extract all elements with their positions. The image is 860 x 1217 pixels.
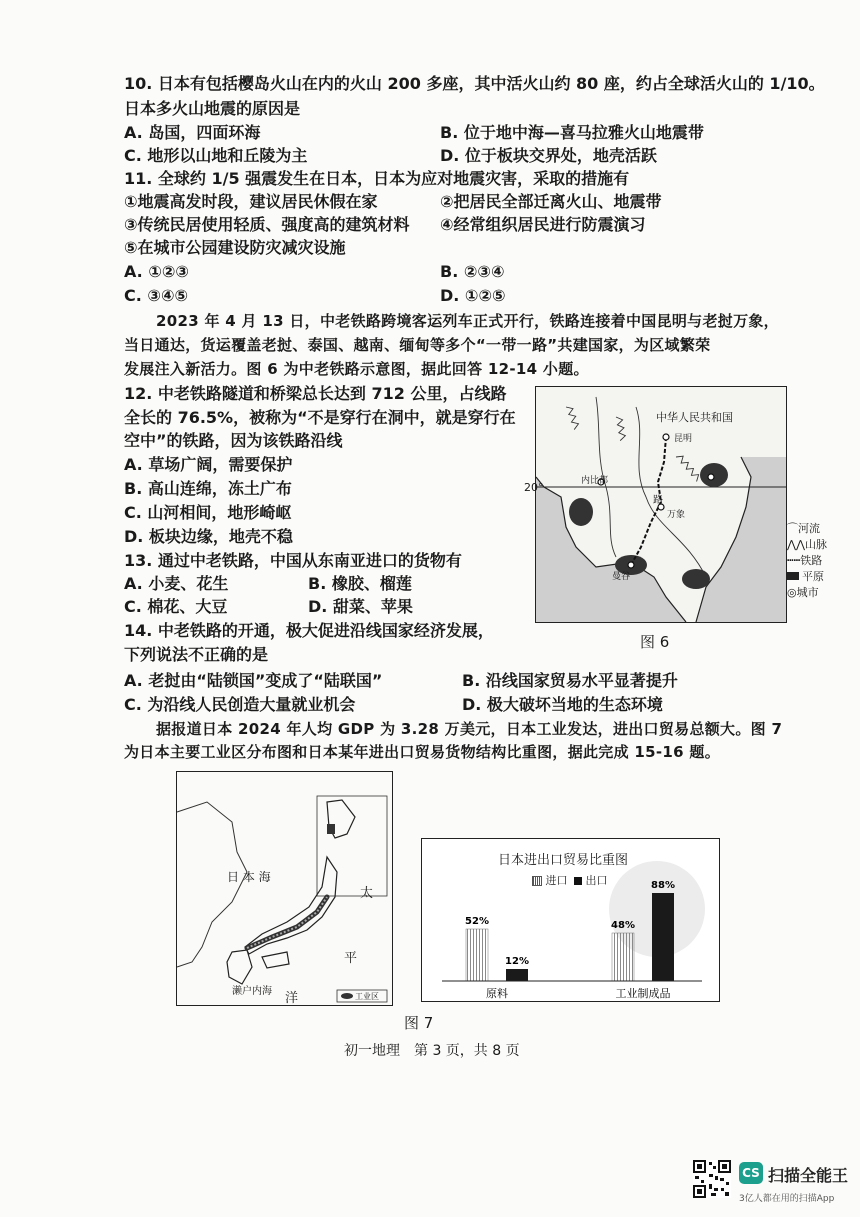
camscanner-logo-icon: CS bbox=[739, 1162, 763, 1184]
q11-option-a: A. ①②③ bbox=[124, 262, 189, 281]
q11-statement-4: ④经常组织居民进行防震演习 bbox=[440, 215, 646, 234]
label-setonaikai: 濑户内海 bbox=[232, 986, 272, 997]
q11-statement-3: ③传统民居使用轻质、强度高的建筑材料 bbox=[124, 215, 410, 234]
camscanner-name: 扫描全能王 bbox=[768, 1166, 849, 1185]
q11-statement-2: ②把居民全部迁离火山、地震带 bbox=[440, 192, 662, 211]
q10-option-a: A. 岛国，四面环海 bbox=[124, 123, 261, 142]
q12-stem-line2: 全长的 76.5%，被称为“不是穿行在洞中，就是穿行在 bbox=[124, 408, 516, 427]
intro-12-line3: 发展注入新活力。图 6 为中老铁路示意图，据此回答 12-14 小题。 bbox=[124, 360, 589, 378]
q10-option-b: B. 位于地中海—喜马拉雅火山地震带 bbox=[440, 123, 704, 142]
plain-red-river bbox=[700, 463, 728, 487]
category-label-0: 原料 bbox=[486, 987, 508, 1000]
mountain-icon: ⋀⋀ bbox=[787, 538, 806, 551]
plain-mekong bbox=[682, 569, 710, 589]
q12-stem-line1: 12. 中老铁路隧道和桥梁总长达到 712 公里，占线路 bbox=[124, 384, 507, 403]
bar-export-1 bbox=[652, 893, 674, 981]
legend-river: 河流 bbox=[798, 522, 820, 535]
q14-option-a: A. 老挝由“陆锁国”变成了“陆联国” bbox=[124, 671, 383, 690]
data-label-1-0: 48% bbox=[611, 920, 635, 931]
q14-option-c: C. 为沿线人民创造大量就业机会 bbox=[124, 695, 356, 714]
data-label-0-0: 52% bbox=[465, 916, 489, 927]
label-mangu: 曼谷 bbox=[612, 572, 631, 582]
intro-12-line1: 2023 年 4 月 13 日，中老铁路跨境客运列车正式开行，铁路连接着中国昆明与老挝万象， bbox=[156, 312, 779, 330]
q10-stem-line1: 10. 日本有包括樱岛火山在内的火山 200 多座，其中活火山约 80 座，约占全球活火山的 1/10。 bbox=[124, 74, 825, 93]
intro-12-line2: 当日通达，货运覆盖老挝、泰国、越南、缅甸等多个“一带一路”共建国家，为区域繁荣 bbox=[124, 336, 711, 354]
bar-export-0 bbox=[506, 969, 528, 981]
q14-stem-line2: 下列说法不正确的是 bbox=[124, 645, 269, 664]
q12-option-c: C. 山河相间，地形崎岖 bbox=[124, 503, 292, 522]
city-icon: ◎ bbox=[787, 586, 797, 599]
q11-statement-5: ⑤在城市公园建设防灾减灾设施 bbox=[124, 238, 346, 257]
rail-icon: ┅┅ bbox=[787, 554, 801, 567]
q14-option-b: B. 沿线国家贸易水平显著提升 bbox=[462, 671, 678, 690]
bar-import-0 bbox=[466, 929, 488, 981]
q10-stem-line2: 日本多火山地震的原因是 bbox=[124, 99, 301, 118]
label-ping: 平 bbox=[344, 951, 358, 966]
legend-mountain: 山脉 bbox=[805, 538, 828, 551]
figure-7-caption: 图 7 bbox=[404, 1014, 434, 1032]
q11-stem: 11. 全球约 1/5 强震发生在日本，日本为应对地震灾害，采取的措施有 bbox=[124, 169, 630, 188]
figure-7-japan-map bbox=[176, 771, 393, 1006]
q13-option-b: B. 橡胶、榴莲 bbox=[308, 574, 412, 593]
q12-stem-line3: 空中”的铁路，因为该铁路沿线 bbox=[124, 431, 343, 450]
data-label-1-1: 88% bbox=[651, 880, 675, 891]
q13-option-c: C. 棉花、大豆 bbox=[124, 597, 228, 616]
legend-import: 进口 bbox=[545, 874, 568, 887]
q13-option-a: A. 小麦、花生 bbox=[124, 574, 229, 593]
q13-option-d: D. 甜菜、苹果 bbox=[308, 597, 413, 616]
category-label-1: 工业制成品 bbox=[615, 987, 671, 1000]
river-icon: ⌒ bbox=[787, 522, 798, 535]
label-latitude: 20° bbox=[524, 481, 544, 494]
plain-icon bbox=[787, 572, 799, 580]
q13-stem: 13. 通过中老铁路，中国从东南亚进口的货物有 bbox=[124, 551, 462, 570]
legend-export: 出口 bbox=[585, 874, 608, 887]
figure-6-map bbox=[524, 386, 787, 623]
figure-7-trade-chart bbox=[421, 838, 720, 1002]
intro-15-line1: 据报道日本 2024 年人均 GDP 为 3.28 万美元，日本工业发达，进出口贸易总额大。图 7 bbox=[156, 720, 783, 738]
camscanner-tagline: 3亿人都在用的扫描App bbox=[739, 1194, 835, 1204]
page-footer: 初一地理 第 3 页，共 8 页 bbox=[344, 1043, 520, 1059]
label-wanxiang: 万象 bbox=[667, 510, 686, 520]
bar-import-1 bbox=[612, 933, 634, 981]
label-sea-of-japan: 日 本 海 bbox=[227, 870, 271, 884]
label-neibidu: 内比都 bbox=[581, 476, 609, 486]
figure-6-caption: 图 6 bbox=[640, 633, 670, 651]
q12-option-d: D. 板块边缘，地壳不稳 bbox=[124, 527, 293, 546]
intro-15-line2: 为日本主要工业区分布图和日本某年进出口贸易货物结构比重图，据此完成 15-16 题。 bbox=[124, 743, 721, 761]
data-label-0-1: 12% bbox=[505, 956, 529, 967]
q14-stem-line1: 14. 中老铁路的开通，极大促进沿线国家经济发展， bbox=[124, 621, 494, 640]
q14-option-d: D. 极大破坏当地的生态环境 bbox=[462, 695, 663, 714]
label-kunming: 昆明 bbox=[674, 434, 693, 444]
q11-option-d: D. ①②⑤ bbox=[440, 286, 506, 305]
q12-option-a: A. 草场广阔，需要保护 bbox=[124, 455, 293, 474]
q12-option-b: B. 高山连绵，冻土广布 bbox=[124, 479, 292, 498]
label-china: 中华人民共和国 bbox=[656, 411, 733, 424]
label-lu: 路 bbox=[653, 495, 663, 506]
q10-option-d: D. 位于板块交界处，地壳活跃 bbox=[440, 146, 657, 165]
label-yang: 洋 bbox=[285, 991, 299, 1006]
chart-title: 日本进出口贸易比重图 bbox=[498, 853, 629, 868]
q11-option-c: C. ③④⑤ bbox=[124, 286, 189, 305]
plain-irrawaddy bbox=[569, 498, 593, 526]
legend-rail: 铁路 bbox=[800, 554, 823, 567]
trade-bars-svg bbox=[422, 839, 719, 1001]
legend-industry-zone: 工业区 bbox=[355, 992, 379, 1001]
q11-statement-1: ①地震高发时段，建议居民休假在家 bbox=[124, 192, 378, 211]
q10-option-c: C. 地形以山地和丘陵为主 bbox=[124, 146, 308, 165]
qr-code-icon bbox=[693, 1160, 731, 1198]
legend-plain: 平原 bbox=[802, 570, 824, 583]
label-tai: 太 bbox=[360, 886, 374, 901]
legend-city: 城市 bbox=[796, 586, 819, 599]
q11-option-b: B. ②③④ bbox=[440, 262, 505, 281]
